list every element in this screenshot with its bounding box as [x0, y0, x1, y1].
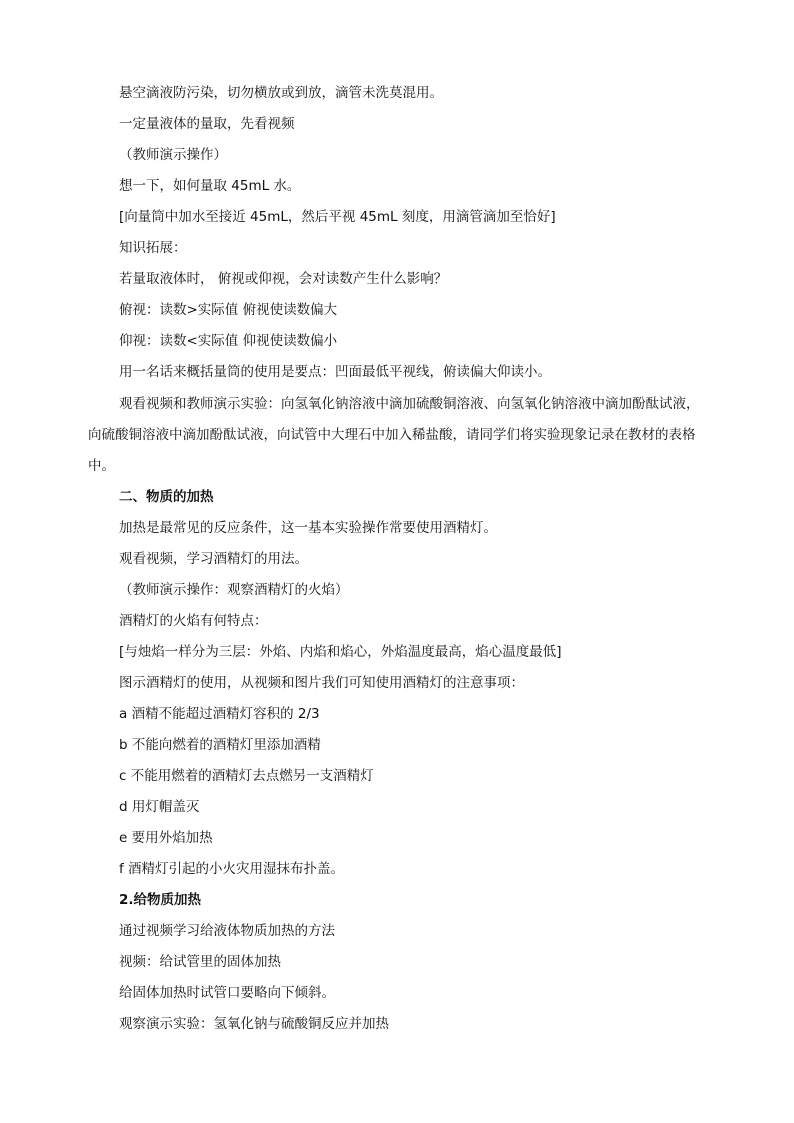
- text-line: （教师演示操作：观察酒精灯的火焰）: [119, 582, 349, 598]
- text-line: 酒精灯的火焰有何特点：: [119, 613, 268, 629]
- text-line: 加热是最常见的反应条件，这一基本实验操作常要使用酒精灯。: [119, 520, 497, 536]
- text-line: （教师演示操作）: [119, 147, 227, 163]
- text-line: [与烛焰一样分为三层：外焰、内焰和焰心，外焰温度最高，焰心温度最低]: [119, 644, 562, 660]
- observation-paragraph: 观看视频和教师演示实验：向氢氧化钠溶液中滴加硫酸铜溶液、向氢氧化钠溶液中滴加酚酞试液，向硫酸铜溶液中滴加酚酞试液，向试管中大理石中加入稀盐酸，请同学们将实验现象记录在教材的表格中。: [88, 396, 700, 474]
- text-line: 仰视：读数<实际值 仰视使读数偏小: [119, 333, 338, 349]
- text-line: 俯视：读数>实际值 俯视使读数偏大: [119, 302, 338, 318]
- list-item: f 酒精灯引起的小火灾用湿抹布扑盖。: [119, 861, 345, 877]
- list-item: e 要用外焰加热: [119, 830, 213, 846]
- text-line: 观看视频，学习酒精灯的用法。: [119, 551, 308, 567]
- text-line: 观察演示实验：氢氧化钠与硫酸铜反应并加热: [119, 1016, 389, 1032]
- list-item: d 用灯帽盖灭: [119, 799, 200, 815]
- text-line: [向量筒中加水至接近 45mL，然后平视 45mL 刻度，用滴管滴加至恰好]: [119, 209, 556, 225]
- subsection-heading: 2.给物质加热: [119, 892, 202, 908]
- list-item: c 不能用燃着的酒精灯去点燃另一支酒精灯: [119, 768, 374, 784]
- text-line: 给固体加热时试管口要略向下倾斜。: [119, 985, 335, 1001]
- section-heading: 二、物质的加热: [119, 489, 214, 505]
- text-line: 想一下，如何量取 45mL 水。: [119, 178, 301, 194]
- list-item: a 酒精不能超过酒精灯容积的 2/3: [119, 706, 320, 722]
- list-item: b 不能向燃着的酒精灯里添加酒精: [119, 737, 321, 753]
- text-line: 通过视频学习给液体物质加热的方法: [119, 923, 335, 939]
- text-line: 用一名话来概括量筒的使用是要点：凹面最低平视线，俯读偏大仰读小。: [119, 364, 551, 380]
- text-line: 知识拓展：: [119, 240, 187, 256]
- text-line: 图示酒精灯的使用，从视频和图片我们可知使用酒精灯的注意事项：: [119, 675, 524, 691]
- text-line: 悬空滴液防污染，切勿横放或到放，滴管未洗莫混用。: [119, 85, 443, 101]
- text-line: 若量取液体时， 俯视或仰视，会对读数产生什么影响？: [119, 271, 448, 287]
- text-line: 视频：给试管里的固体加热: [119, 954, 281, 970]
- text-line: 一定量液体的量取，先看视频: [119, 116, 295, 132]
